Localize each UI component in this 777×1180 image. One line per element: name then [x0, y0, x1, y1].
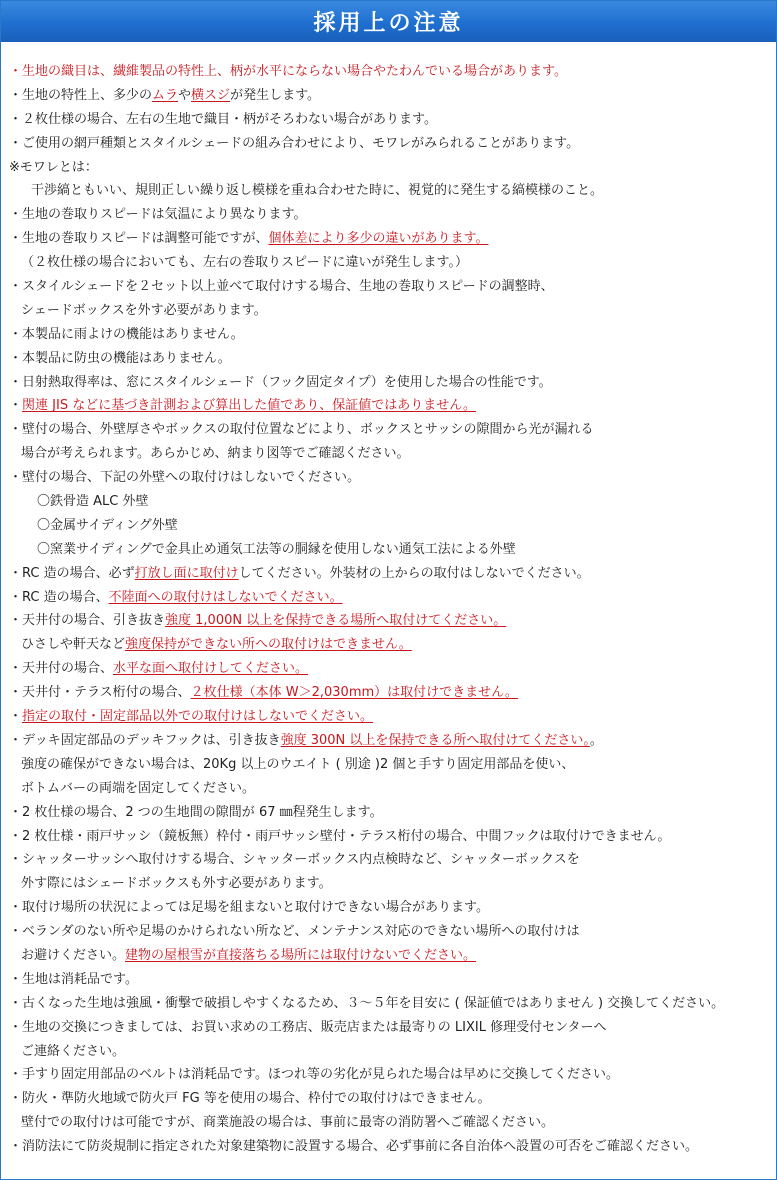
notice-text: （２枚仕様の場合においても、左右の巻取りスピードに違いが発生します。） [21, 255, 468, 271]
notice-text: ご連絡ください。 [21, 1043, 126, 1059]
notice-text: ・生地は消耗品です。 [9, 971, 138, 987]
notice-emphasis: 強度 300N 以上を保持できる所へ取付けてください。 [280, 732, 590, 748]
notice-line [9, 825, 774, 849]
notice-line [9, 872, 774, 896]
notice-text: ・本製品に防虫の機能はありません。 [9, 350, 231, 366]
notice-emphasis: 水平な面へ取付けしてください。 [113, 661, 309, 677]
notice-text: 〇鉄骨造 ALC 外壁 [37, 494, 149, 510]
notice-emphasis: 横スジ [191, 87, 231, 103]
notice-text: ・生地の交換につきましては、お買い求めの工務店、販売店または最寄りの LIXIL 修理受付センターへ [9, 1019, 607, 1035]
notice-line [9, 371, 774, 395]
notice-emphasis: ２枚仕様（本体 W＞2,030mm）は取付けできません。 [190, 685, 518, 701]
notice-text: ・壁付の場合、下記の外壁への取付けはしないでください。 [9, 470, 361, 486]
notice-line [9, 609, 774, 633]
notice-text: 干渉縞ともいい、規則正しい繰り返し模様を重ね合わせた時に、視覚的に発生する縞模様のこと。 [31, 183, 604, 199]
notice-text: ・生地の巻取りスピードは気温により異なります。 [9, 207, 307, 223]
notice-text: ・生地の特性上、多少の [9, 87, 153, 103]
notice-text: ・天井付の場合、 [9, 661, 114, 677]
notice-line [9, 538, 774, 562]
notice-text: 外す際にはシェードボックスも外す必要があります。 [21, 876, 332, 892]
notice-emphasis: ムラ [152, 87, 179, 103]
notice-text: ボトムバーの両端を固定してください。 [21, 780, 256, 796]
notice-text: ・消防法にて防炎規制に指定された対象建築物に設置する場合、必ず事前に各自治体へ設置の可否をご確認ください。 [9, 1139, 699, 1155]
notice-line [9, 1016, 774, 1040]
notice-emphasis: 建物の屋根雪が直接落ちる場所には取付けないでください。 [125, 947, 477, 963]
notice-line [9, 681, 774, 705]
notice-text: が発生します。 [230, 87, 321, 103]
notice-text: 壁付での取付けは可能ですが、商業施設の場合は、事前に最寄の消防署へご確認ください。 [21, 1115, 555, 1131]
notice-line [9, 108, 774, 132]
notice-text: ・ [9, 709, 23, 725]
notice-line [9, 323, 774, 347]
notice-text: ・取付け場所の状況によっては足場を組まないと取付けできない場合があります。 [9, 900, 489, 916]
notice-text: ・天井付・テラス桁付の場合、 [9, 685, 191, 701]
notice-line [9, 586, 774, 610]
notice-emphasis: 強度保持ができない所への取付けはできません。 [125, 637, 412, 653]
notice-line [9, 347, 774, 371]
notice-line [9, 418, 774, 442]
notice-text: 〇金属サイディング外壁 [37, 517, 178, 533]
notice-line [9, 753, 774, 777]
notice-line [9, 442, 774, 466]
notice-text: ・生地の巻取りスピードは調整可能ですが、 [9, 231, 269, 247]
notice-line [9, 275, 774, 299]
notice-line [9, 562, 774, 586]
notice-line [9, 132, 774, 156]
notice-line [9, 705, 774, 729]
notice-text: 。 [589, 732, 603, 748]
notice-emphasis: 不陸面への取付けはしないでください。 [108, 589, 343, 605]
notice-text: ・ [9, 398, 23, 414]
notice-emphasis: ・生地の織目は、繊維製品の特性上、柄が水平にならない場合やたわんでいる場合があります。 [9, 64, 567, 79]
notice-text: ・本製品に雨よけの機能はありません。 [9, 326, 244, 342]
notice-text: ・手すり固定用部品のベルトは消耗品です。ほつれ等の劣化が見られた場合は早めに交換してください。 [9, 1067, 619, 1083]
notice-text: ・RC 造の場合、必ず [9, 565, 135, 581]
notice-emphasis: 打放し面に取付け [134, 565, 239, 581]
notice-text: シェードボックスを外す必要があります。 [21, 302, 267, 318]
notice-line [9, 992, 774, 1016]
notice-text: や [178, 87, 192, 103]
notice-text: ・ベランダのない所や足場のかけられない所など、メンテナンス対応のできない場所への取付けは [9, 924, 580, 940]
notice-line [9, 179, 774, 203]
notice-line [9, 227, 774, 251]
notice-text: 強度の確保ができない場合は、20Kg 以上のウエイト ( 別途 )2 個と手すり固定用部品を使い、 [21, 756, 575, 772]
notice-text: ・天井付の場合、引き抜き [9, 613, 166, 629]
notice-line [9, 944, 774, 968]
notice-line [9, 920, 774, 944]
notice-text: ひさしや軒天など [21, 637, 126, 653]
notice-line [9, 1087, 774, 1111]
notice-text: お避けください。 [21, 947, 126, 963]
notice-text: ・2 枚仕様・雨戸サッシ（鏡板無）枠付・雨戸サッシ壁付・テラス桁付の場合、中間フックは取付けできません。 [9, 828, 671, 844]
notice-text: してください。外装材の上からの取付はしないでください。 [238, 565, 590, 581]
notice-text: ・RC 造の場合、 [9, 589, 109, 605]
notice-line [9, 84, 774, 108]
notice-line [9, 801, 774, 825]
notice-line [9, 299, 774, 323]
notice-emphasis: 指定の取付・固定部品以外での取付けはしないでください。 [22, 709, 374, 725]
notice-line [9, 896, 774, 920]
notice-text: ・２枚仕様の場合、左右の生地で織目・柄がそろわない場合があります。 [9, 111, 437, 127]
notice-text: ・スタイルシェードを２セット以上並べて取付けする場合、生地の巻取りスピードの調整時、 [9, 279, 554, 295]
notice-text: 場合が考えられます。あらかじめ、納まり図等でご確認ください。 [21, 446, 410, 462]
notice-text: ・2 枚仕様の場合、2 つの生地間の隙間が 67 ㎜程発生します。 [9, 804, 383, 820]
header-bar [1, 1, 776, 42]
notice-text: ・防火・準防火地域で防火戸 FG 等を使用の場合、枠付での取付けはできません。 [9, 1091, 491, 1107]
notice-emphasis: 関連 JIS などに基づき計測および算出した値であり、保証値ではありません。 [22, 398, 476, 414]
notice-text: ・ご使用の網戸種類とスタイルシェードの組み合わせにより、モワレがみられることがあります。 [9, 135, 580, 151]
notice-text: ・デッキ固定部品のデッキフックは、引き抜き [9, 732, 281, 748]
notice-line [9, 1063, 774, 1087]
notice-list [9, 60, 774, 1159]
notice-line [9, 156, 774, 180]
notice-line [9, 490, 774, 514]
notice-text: ・日射熱取得率は、窓にスタイルシェード（フック固定タイプ）を使用した場合の性能です。 [9, 374, 552, 390]
notice-line [9, 848, 774, 872]
notice-emphasis: 強度 1,000N 以上を保持できる場所へ取付けてください。 [165, 613, 507, 629]
notice-line [9, 777, 774, 801]
notice-text: 〇窯業サイディングで金具止め通気工法等の胴縁を使用しない通気工法による外壁 [37, 541, 516, 557]
page-title: 採用上の注意 [313, 11, 464, 36]
notice-line [9, 657, 774, 681]
notice-line [9, 466, 774, 490]
notice-line [9, 251, 774, 275]
notice-line [9, 514, 774, 538]
notice-line [9, 1135, 774, 1159]
notice-text: ※モワレとは： [9, 159, 98, 175]
notice-line [9, 968, 774, 992]
notice-line [9, 633, 774, 657]
notice-text: ・古くなった生地は強風・衝撃で破損しやすくなるため、３～５年を目安に ( 保証値ではありません ) 交換してください。 [9, 995, 725, 1011]
notice-line [9, 1111, 774, 1135]
notice-line [9, 729, 774, 753]
notice-line [9, 394, 774, 418]
notice-line [9, 60, 774, 84]
notice-line [9, 1040, 774, 1064]
notice-emphasis: 個体差により多少の違いがあります。 [268, 231, 489, 247]
notice-line [9, 203, 774, 227]
notice-text: ・壁付の場合、外壁厚さやボックスの取付位置などにより、ボックスとサッシの隙間から光が漏れる [9, 422, 594, 438]
notice-text: ・シャッターサッシへ取付けする場合、シャッターボックス内点検時など、シャッターボックスを [9, 852, 580, 868]
